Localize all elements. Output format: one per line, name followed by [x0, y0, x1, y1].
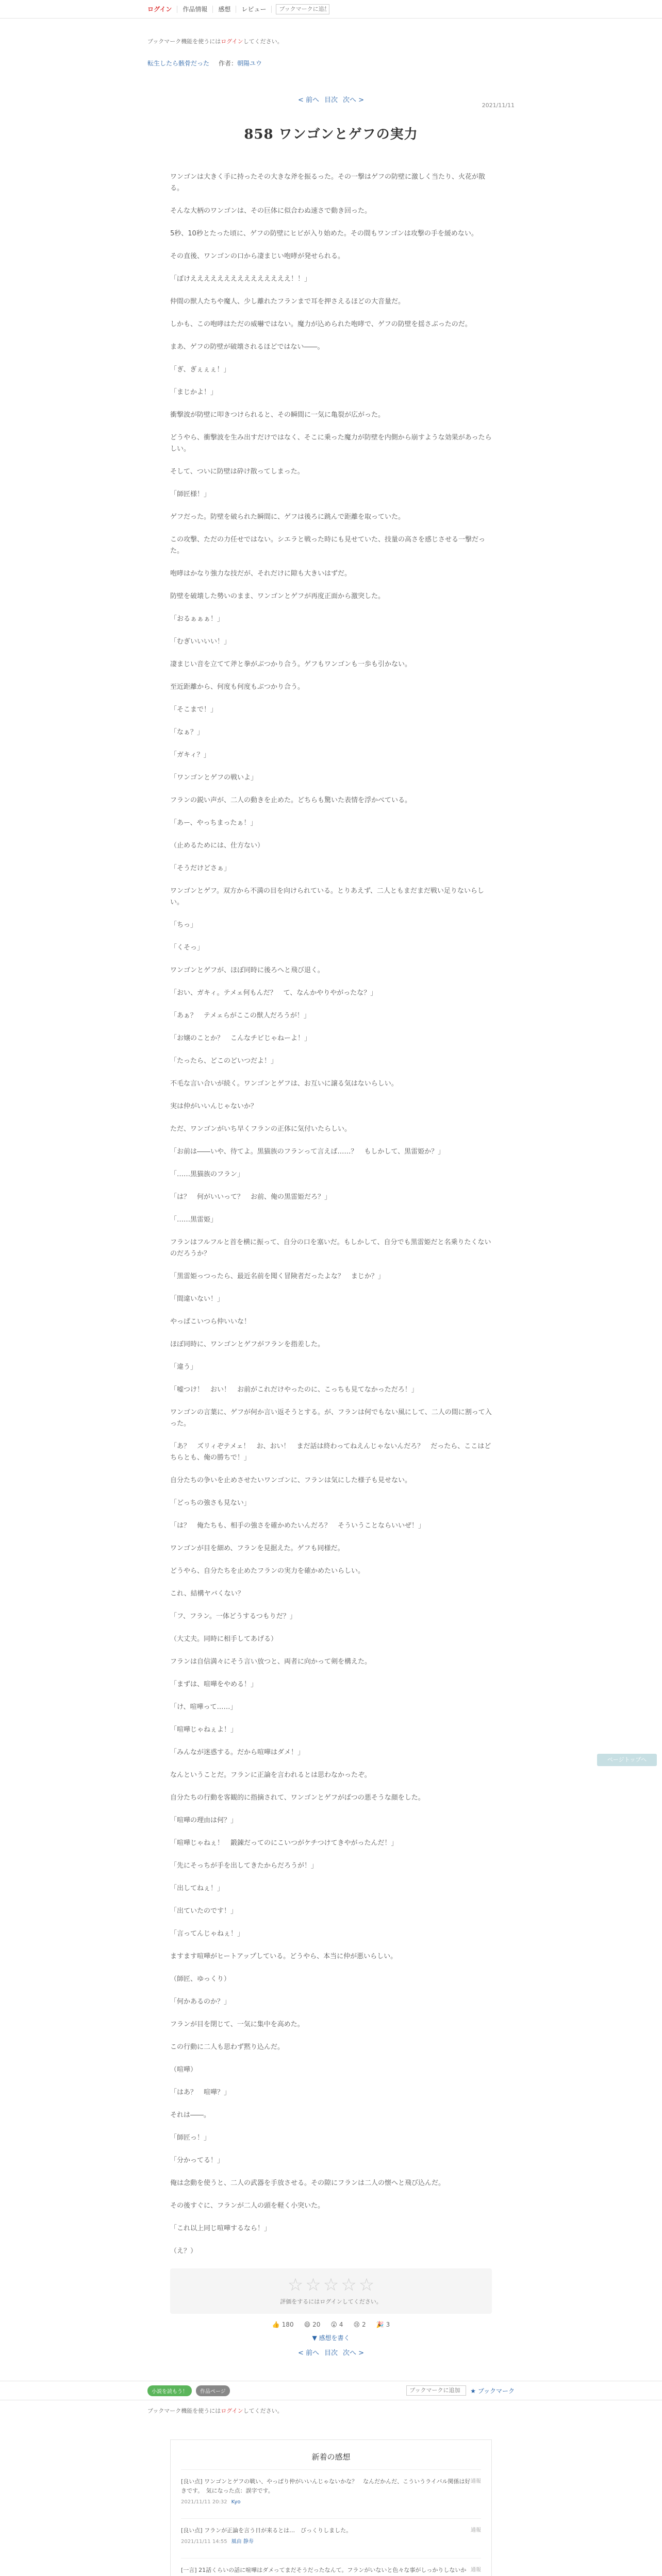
body-paragraph: 「喧嘩じゃねぇよ！」 [170, 1726, 238, 1734]
comment-item [181, 2558, 481, 2576]
body-paragraph: ただ、ワンゴンがいち早くフランの正体に気付いたらしい。 [170, 1125, 352, 1133]
body-paragraph: 「言ってんじゃねぇ！」 [170, 1930, 244, 1938]
reaction-count: 4 [339, 2321, 343, 2328]
body-paragraph: その後すぐに、フランが二人の頭を軽く小突いた。 [170, 2202, 325, 2210]
body-paragraph: 「むぎいいいい！」 [170, 638, 231, 646]
body-paragraph: 「そこまで！」 [170, 706, 218, 714]
body-paragraph: 凄まじい音を立てて斧と拳がぶつかり合う。ゲフもワンゴンも一歩も引かない。 [170, 660, 412, 668]
reaction-button[interactable] [354, 2321, 366, 2328]
novel-header [0, 59, 662, 67]
body-paragraph: 「け、喧嘩って……」 [170, 1703, 237, 1711]
prev-link-bottom[interactable]: < 前へ [297, 2349, 319, 2357]
body-paragraph: それは――。 [170, 2111, 211, 2119]
topbar-item-review[interactable]: レビュー [236, 6, 272, 13]
body-paragraph: 衝撃波が防壁に叩きつけられると、その瞬間に一気に亀裂が広がった。 [170, 411, 385, 419]
reaction-count: 3 [386, 2321, 390, 2328]
body-paragraph: 「……黒雷姫」 [170, 1216, 218, 1224]
body-paragraph: その直後、ワンゴンの口から凄まじい咆哮が発せられる。 [170, 252, 345, 260]
comment-meta [181, 2537, 481, 2547]
body-paragraph: 「嘘つけ！ おい！ お前がこれだけやったのに、こっちも見てなかっただろ！」 [170, 1386, 418, 1394]
top-bar [0, 0, 662, 19]
notice-prefix-bottom: ブックマーク機能を使うには [147, 2408, 221, 2414]
body-paragraph: 「フ、フラン。一体どうするつもりだ？」 [170, 1613, 296, 1620]
body-paragraph: しかも、この咆哮はただの威嚇ではない。魔力が込められた咆哮で、ゲフの防壁を揺さぶったのだ。 [170, 320, 472, 328]
body-paragraph: 自分たちの行動を客観的に指摘されて、ワンゴンとゲフがばつの悪そうな顔をした。 [170, 1794, 425, 1802]
body-paragraph: フランは自信満々にそう言い放つと、両者に向かって剣を構えた。 [170, 1658, 372, 1666]
body-paragraph: 「分かってる！」 [170, 2157, 224, 2164]
body-paragraph: 「先にそっちが手を出してきたからだろうが！」 [170, 1862, 318, 1870]
body-paragraph: 防壁を破壊した勢いのまま、ワンゴンとゲフが再度正面から激突した。 [170, 592, 385, 600]
body-paragraph: 「は？ 俺たちも、相手の強さを確かめたいんだろ？ そういうことならいいぜ！」 [170, 1522, 425, 1530]
reaction-icon: 😄 [304, 2321, 311, 2328]
body-paragraph: ほぼ同時に、ワンゴンとゲフがフランを指差した。 [170, 1341, 325, 1348]
body-paragraph: フランはフルフルと首を横に振って、自分の口を塞いだ。もしかして、自分でも黒雷姫だと名乗りたくないのだろうか？ [170, 1239, 491, 1258]
body-paragraph: 「出してねぇ！」 [170, 1885, 224, 1892]
body-paragraph: 「はあ？ 喧嘩？」 [170, 2089, 231, 2096]
author-label [219, 59, 262, 67]
comment-report-link[interactable]: 通報 [471, 2479, 481, 2484]
bookmark-notice [0, 37, 662, 45]
reaction-count: 20 [312, 2321, 321, 2328]
body-paragraph: どうやら、自分たちを止めたフランの実力を確かめたいらしい。 [170, 1567, 365, 1575]
body-paragraph: 「ぼけえええええええええええええええ！！」 [170, 275, 311, 283]
post-date: 2021/11/11 [482, 102, 515, 109]
star-icon[interactable]: ☆ [358, 2275, 375, 2295]
body-paragraph: まあ、ゲフの防壁が破壊されるほどではない――。 [170, 343, 324, 351]
body-paragraph: これ、結構ヤバくない？ [170, 1590, 244, 1598]
rating-box [170, 2268, 492, 2314]
comments-box [170, 2439, 492, 2576]
comment-report-link[interactable]: 通報 [471, 2567, 481, 2573]
notice-login-link[interactable]: ログイン [221, 38, 243, 45]
body-paragraph: ワンゴンとゲフ。双方から不満の目を向けられている。とりあえず、二人ともまだまだ戦い足りないらしい。 [170, 887, 484, 906]
notice-suffix: してください。 [243, 38, 283, 45]
bookmark-input[interactable] [276, 4, 329, 14]
body-paragraph: この行動に二人も思わず黙り込んだ。 [170, 2043, 285, 2051]
next-link-bottom[interactable]: 次へ > [343, 2349, 365, 2357]
body-paragraph: 「お前は――いや、待てよ。黒猫族のフランって言えば……？ もしかして、黒雷姫か？」 [170, 1148, 445, 1156]
star-icon[interactable]: ☆ [287, 2275, 304, 2295]
comment-report-link[interactable]: 通報 [471, 2528, 481, 2533]
work-page-pill[interactable]: 作品ページ [196, 2385, 230, 2396]
toc-link[interactable]: 目次 [324, 96, 338, 104]
bookmark-input-bottom[interactable] [406, 2385, 466, 2396]
author-link[interactable]: 朝陽ユウ [237, 60, 262, 67]
body-paragraph: 自分たちの争いを止めさせたいワンゴンに、フランは気にした様子も見せない。 [170, 1477, 412, 1484]
comment-date: 2021/11/11 14:55 [181, 2539, 227, 2545]
body-paragraph: 「そうだけどさぁ」 [170, 865, 231, 872]
body-paragraph: やっぱこいつら仲いいな！ [170, 1318, 251, 1326]
rating-stars[interactable] [170, 2276, 492, 2294]
body-paragraph: （喧嘩） [170, 2066, 197, 2074]
page-top-button[interactable]: ページトップへ [597, 1754, 657, 1766]
novel-title-link[interactable]: 転生したら骸骨だった [147, 60, 210, 67]
comment-text: [一言] 21話くらいの話に喧嘩はダメってまだそうだったなんて。フランがいないと色々な事がしっかりしないか [181, 2567, 467, 2573]
reaction-count: 180 [282, 2321, 294, 2328]
comment-date: 2021/11/11 20:32 [181, 2499, 227, 2505]
reactions [170, 2321, 492, 2328]
body-paragraph: 「は？ 何がいいって？ お前、俺の黒雷姫だろ？」 [170, 1193, 332, 1201]
comment-author-link[interactable]: 風由 静寿 [231, 2539, 254, 2545]
chapter-title: 858 ワンゴンとゲフの実力 [244, 127, 418, 142]
body-paragraph: ワンゴンとゲフが、ほぼ同時に後ろへと飛び退く。 [170, 967, 324, 974]
write-impression-link[interactable]: ▼ 感想を書く [312, 2334, 350, 2342]
body-paragraph: 「おい、ガキィ。テメェ何もんだ？ て、なんかやりやがったな？」 [170, 989, 377, 997]
rating-note: 評価をするにはログインしてください。 [280, 2298, 382, 2305]
body-paragraph: どうやら、衝撃波を生み出すだけではなく、そこに乗った魔力が防壁を内側から崩すような効果があったらしい。 [170, 434, 492, 453]
body-paragraph: 俺は念動を使うと、二人の武器を手放させる。その隙にフランは二人の懐へと飛び込んだ。 [170, 2179, 445, 2187]
body-paragraph: そして、ついに防壁は砕け散ってしまった。 [170, 468, 304, 476]
reaction-button[interactable] [304, 2321, 321, 2328]
body-paragraph: 「まじかよ！」 [170, 388, 218, 396]
topbar-item-info[interactable]: 作品情報 [177, 6, 213, 13]
comment-item [181, 2469, 481, 2511]
reaction-icon: 🎉 [376, 2321, 384, 2328]
body-paragraph: 「ガキィ？」 [170, 751, 210, 759]
body-paragraph: 「出ていたのです！」 [170, 1907, 238, 1915]
body-paragraph: 「どっちの強さも見ない」 [170, 1499, 251, 1507]
body-paragraph: 「みんなが迷惑する。だから喧嘩はダメ！」 [170, 1749, 305, 1756]
pager-bottom [0, 2347, 662, 2357]
notice-login-link-bottom[interactable]: ログイン [221, 2408, 243, 2414]
body-paragraph: 咆哮はかなり強力な技だが、それだけに隙も大きいはずだ。 [170, 570, 352, 578]
body-paragraph: （大丈夫。同時に相手してあげる） [170, 1635, 278, 1643]
body-paragraph: なんということだ。フランに正論を言われるとは思わなかったぞ。 [170, 1771, 371, 1779]
body-paragraph: （止めるためには、仕方ない） [170, 842, 264, 850]
body-paragraph: 「お嬢のことか？ こんなチビじゃねーよ！」 [170, 1035, 311, 1042]
site-pill[interactable]: 小説を読もう！ [147, 2385, 192, 2396]
reaction-button[interactable] [376, 2321, 390, 2328]
comment-meta [181, 2498, 481, 2507]
body-paragraph: 「黒雷姫っつったら、最近名前を聞く冒険者だったよな？ まじか？」 [170, 1273, 385, 1280]
comment-text: [良い点] ワンゴンとゲフの戦い、やっぱり仲がいいんじゃないかな？ なんだかんだ、こういうライバル関係は好きです。 気になった点：誤字です。 [181, 2478, 471, 2494]
chapter-body [170, 172, 492, 2257]
toc-link-bottom[interactable]: 目次 [324, 2349, 338, 2357]
reaction-count: 2 [362, 2321, 366, 2328]
reaction-button[interactable] [272, 2321, 294, 2328]
body-paragraph: ますます喧嘩がヒートアップしている。どうやら、本当に仲が悪いらしい。 [170, 1953, 398, 1960]
body-paragraph: （師匠、ゆっくり） [170, 1975, 230, 1983]
comment-item [181, 2518, 481, 2551]
next-link[interactable]: 次へ > [343, 96, 365, 104]
body-paragraph: 「あー、やっちまったぁ！」 [170, 819, 257, 827]
reaction-icon: 😢 [353, 2321, 360, 2328]
body-paragraph: （え？） [170, 2247, 197, 2255]
body-paragraph: 5秒、10秒とたった頃に、ゲフの防壁にヒビが入り始めた。その間もワンゴンは攻撃の手を緩めない。 [170, 230, 478, 238]
reaction-icon: 😮 [330, 2321, 337, 2328]
body-paragraph: 「おるぁぁぁ！」 [170, 615, 224, 623]
body-paragraph: 「あ？ ズリィぞテメェ！ お、おい！ まだ話は終わってねえんじゃないんだろ？ だったら、ここはどちらとも、俺の勝ちで！」 [170, 1443, 491, 1462]
prev-link[interactable]: < 前へ [297, 96, 319, 104]
star-icon[interactable]: ☆ [341, 2275, 357, 2295]
body-paragraph: 「喧嘩の理由は何？」 [170, 1817, 238, 1824]
body-paragraph: ゲフだった。防壁を破られた瞬間に、ゲフは後ろに跳んで距離を取っていた。 [170, 513, 405, 521]
body-paragraph: 「たったら、どこのどいつだよ！」 [170, 1057, 278, 1065]
bookmark-button[interactable]: ★ ブックマーク [470, 2387, 515, 2395]
body-paragraph: 「何かあるのか？」 [170, 1998, 231, 2006]
reaction-button[interactable] [330, 2321, 343, 2328]
login-link[interactable]: ログイン [147, 6, 177, 13]
body-paragraph: 実は仲がいいんじゃないか？ [170, 1103, 258, 1110]
body-paragraph: 「ぎ、ぎぇぇぇ！」 [170, 366, 230, 374]
notice-prefix: ブックマーク機能を使うには [147, 38, 221, 45]
body-paragraph: ワンゴンの言葉に、ゲフが何か言い返そうとする。が、フランは何でもない風にして、二人の間に割って入った。 [170, 1409, 492, 1428]
star-icon[interactable]: ☆ [305, 2275, 321, 2295]
pager-top [0, 94, 662, 104]
body-paragraph: そんな大柄のワンゴンは、その巨体に似合わぬ速さで動き回った。 [170, 207, 372, 215]
body-paragraph: 「ちっ」 [170, 921, 197, 929]
comment-author-link[interactable]: Kyo [231, 2499, 241, 2505]
bookmark-notice-bottom [0, 2406, 662, 2415]
body-paragraph: 「ワンゴンとゲフの戦いよ」 [170, 774, 258, 782]
body-paragraph: 至近距離から、何度も何度もぶつかり合う。 [170, 683, 305, 691]
body-paragraph: 「喧嘩じゃねぇ！ 鍛錬だってのにこいつがケチつけてきやがったんだ！」 [170, 1839, 398, 1847]
body-paragraph: 仲間の獣人たちや魔人、少し離れたフランまで耳を押さえるほどの大音量だ。 [170, 298, 405, 306]
body-paragraph: 「まずは、喧嘩をやめる！」 [170, 1681, 258, 1688]
body-paragraph: 「師匠様！」 [170, 490, 211, 498]
body-paragraph: フランが目を閉じて、一気に集中を高めた。 [170, 2021, 304, 2028]
comments-title: 新着の感想 [311, 2452, 351, 2462]
body-paragraph: 「間違いない！」 [170, 1295, 224, 1303]
body-paragraph: 「あぁ？ テメェらがここの獣人だろうが！」 [170, 1012, 310, 1020]
bottom-bar [0, 2381, 662, 2400]
body-paragraph: この攻撃、ただの力任せではない。シエラと戦った時にも見せていた、技量の高さを感じさせる一撃だった。 [170, 536, 486, 555]
body-paragraph: 「くそっ」 [170, 944, 204, 952]
body-paragraph: ワンゴンが目を細め、フランを見据えた。ゲフも同様だ。 [170, 1545, 344, 1552]
star-icon[interactable]: ☆ [323, 2275, 339, 2295]
body-paragraph: ワンゴンは大きく手に持ったその大きな斧を振るった。その一撃はゲフの防壁に激しく当たり、火花が散る。 [170, 173, 486, 192]
body-paragraph: 「師匠っ！」 [170, 2134, 211, 2142]
body-paragraph: 不毛な言い合いが続く。ワンゴンとゲフは、お互いに譲る気はないらしい。 [170, 1080, 398, 1088]
body-paragraph: 「これ以上同じ喧嘩するなら！」 [170, 2225, 271, 2232]
body-paragraph: 「……黒猫族のフラン」 [170, 1171, 244, 1178]
reaction-icon: 👍 [272, 2321, 280, 2328]
body-paragraph: 「違う」 [170, 1363, 197, 1371]
author-label-text: 作者： [219, 60, 238, 67]
notice-suffix-bottom: してください。 [243, 2408, 283, 2414]
body-paragraph: フランの鋭い声が、二人の動きを止めた。どちらも驚いた表情を浮かべている。 [170, 796, 412, 804]
comment-text: [良い点] フランが正論を言う日が来るとは… びっくりしました。 [181, 2527, 352, 2534]
body-paragraph: 「なぁ？」 [170, 728, 204, 736]
topbar-item-impressions[interactable]: 感想 [213, 6, 236, 13]
